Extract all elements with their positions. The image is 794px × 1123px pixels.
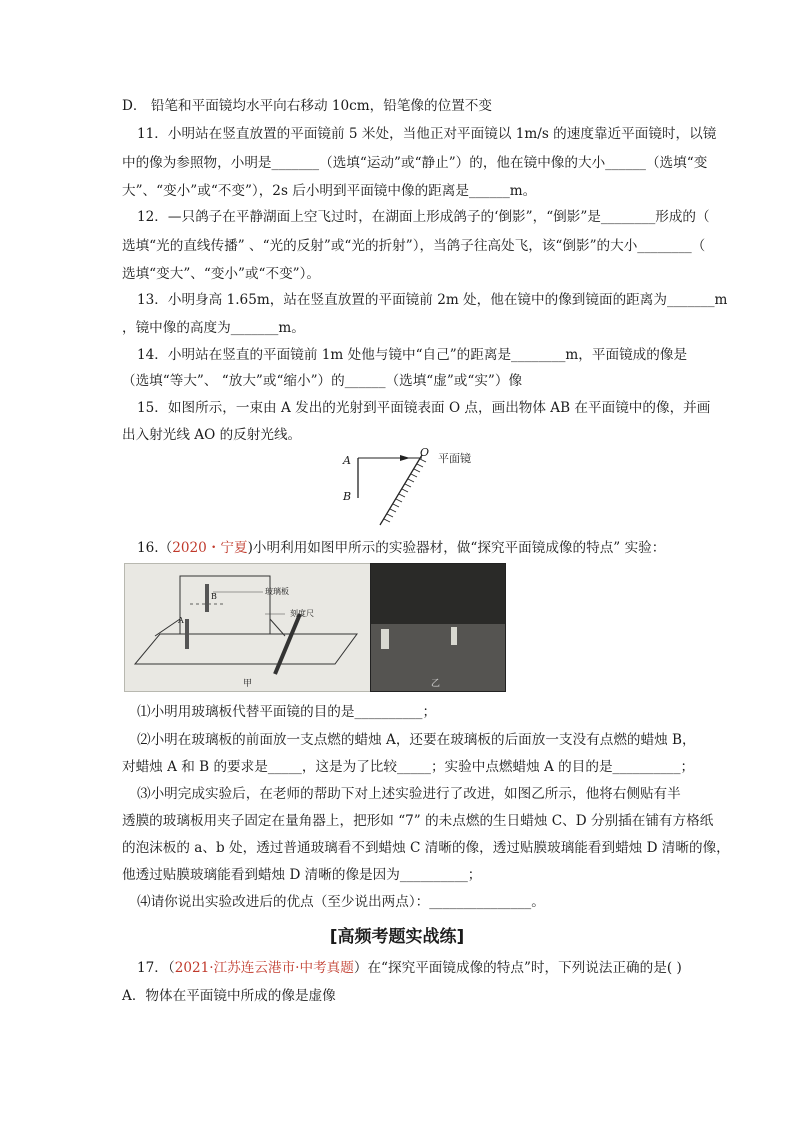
q16-item-3d: 他透过贴膜玻璃能看到蜡烛 D 清晰的像是因为__________； xyxy=(122,867,482,883)
section-heading: [高频考题实战练] xyxy=(329,927,465,947)
q16-item-3c: 的泡沫板的 a、b 处，透过普通玻璃看不到蜡烛 C 清晰的像，透过贴膜玻璃能看到蜡烛 D 清晰的像， xyxy=(122,840,730,856)
figure-jia-drawing xyxy=(125,564,370,691)
figure-yi-drawing xyxy=(371,564,505,691)
q17-source: 2021·江苏连云港市·中考真题 xyxy=(174,960,354,976)
q17-number: 17．（ xyxy=(137,960,175,976)
q16-item-1: ⑴小明用玻璃板代替平面镜的目的是__________； xyxy=(137,704,437,720)
label-o: O xyxy=(420,446,430,459)
label-candle-a: A xyxy=(178,616,184,625)
q17-text: ）在“探究平面镜成像的特点”时，下列说法正确的是( ) xyxy=(353,960,682,976)
mirror-hatching xyxy=(384,459,426,522)
q15-line-2: 出入射光线 AO 的反射光线。 xyxy=(122,427,302,443)
label-b: B xyxy=(343,490,352,503)
q16-item-3a: ⑶小明完成实验后，在老师的帮助下对上述实验进行了改进，如图乙所示，他将右侧贴有半 xyxy=(137,786,681,802)
glass-plate xyxy=(180,576,270,634)
q17-title xyxy=(137,958,682,978)
q16-item-2b: 对蜡烛 A 和 B 的要求是_____，这是为了比较_____；实验中点燃蜡烛 A 的目的是__________； xyxy=(122,759,695,775)
q11-line-3: 大”、“变小”或“不变”），2s 后小明到平面镜中像的距离是______m。 xyxy=(122,183,537,199)
label-yi: 乙 xyxy=(431,679,441,689)
q17-option-a: A．物体在平面镜中所成的像是虚像 xyxy=(122,988,336,1004)
figure-yi xyxy=(370,563,506,692)
option-d: D． 铅笔和平面镜均水平向右移动 10cm，铅笔像的位置不变 xyxy=(122,98,492,114)
ray-arrow-icon xyxy=(400,455,410,461)
label-a: A xyxy=(343,454,351,467)
q16-source: 2020・宁夏 xyxy=(172,540,248,556)
ruler xyxy=(275,614,300,674)
mirror-diagram xyxy=(330,445,480,530)
q13-line-2: ，镜中像的高度为_______m。 xyxy=(122,320,305,336)
q12-line-3: 选填“变大”、“变小”或“不变”）。 xyxy=(122,266,321,282)
q16-item-4: ⑷请你说出实验改进后的优点（至少说出两点）：_______________。 xyxy=(137,894,545,910)
plane-mirror xyxy=(380,455,422,525)
board xyxy=(135,634,357,664)
q12-line-1: 12．—只鸽子在平静湖面上空飞过时，在湖面上形成鸽子的‘倒影”，“倒影”是________形成的（ xyxy=(137,209,710,225)
q16-text: )小明利用如图甲所示的实验器材，做“探究平面镜成像的特点” 实验： xyxy=(247,540,666,556)
q16-item-2a: ⑵小明在玻璃板的前面放一支点燃的蜡烛 A，还要在玻璃板的后面放一支没有点燃的蜡烛 B， xyxy=(137,732,696,748)
q13-line-1: 13．小明身高 1.65m，站在竖直放置的平面镜前 2m 处，他在镜中的像到镜面的距离为_______m xyxy=(137,292,728,308)
q16-title xyxy=(137,538,665,558)
q14-line-2: （选填“等大”、 “放大”或“缩小”）的______（选填“虚”或“实”）像 xyxy=(122,373,523,389)
q14-line-1: 14．小明站在竖直的平面镜前 1m 处他与镜中“自己”的距离是________m，平面镜成的像是 xyxy=(137,347,688,363)
q11-line-1: 11．小明站在竖直放置的平面镜前 5 米处，当他正对平面镜以 1m/s 的速度靠近平面镜时，以镜 xyxy=(137,126,717,142)
q11-line-2: 中的像为参照物，小明是_______（选填“运动”或“静止”）的，他在镜中像的大小______（选填“变 xyxy=(122,155,708,171)
q16-number: 16.（ xyxy=(137,540,173,556)
label-mirror: 平面镜 xyxy=(438,452,471,465)
q12-line-2: 选填“光的直线传播” 、“光的反射”或“光的折射”），当鸽子往高处飞，该“倒影”的大小________（ xyxy=(122,238,706,254)
label-ruler: 刻度尺 xyxy=(290,609,314,618)
label-glass-plate: 玻璃板 xyxy=(265,587,289,596)
label-jia: 甲 xyxy=(243,679,253,689)
candle-b xyxy=(205,584,209,612)
q16-item-3b: 透膜的玻璃板用夹子固定在量角器上，把形如 “7” 的未点燃的生日蜡烛 C、D 分别插在铺有方格纸 xyxy=(122,813,714,829)
label-candle-b: B xyxy=(211,592,217,601)
candle-a xyxy=(185,619,189,649)
q15-line-1: 15．如图所示，一束由 A 发出的光射到平面镜表面 O 点，画出物体 AB 在平面镜中的像，并画 xyxy=(137,400,711,416)
